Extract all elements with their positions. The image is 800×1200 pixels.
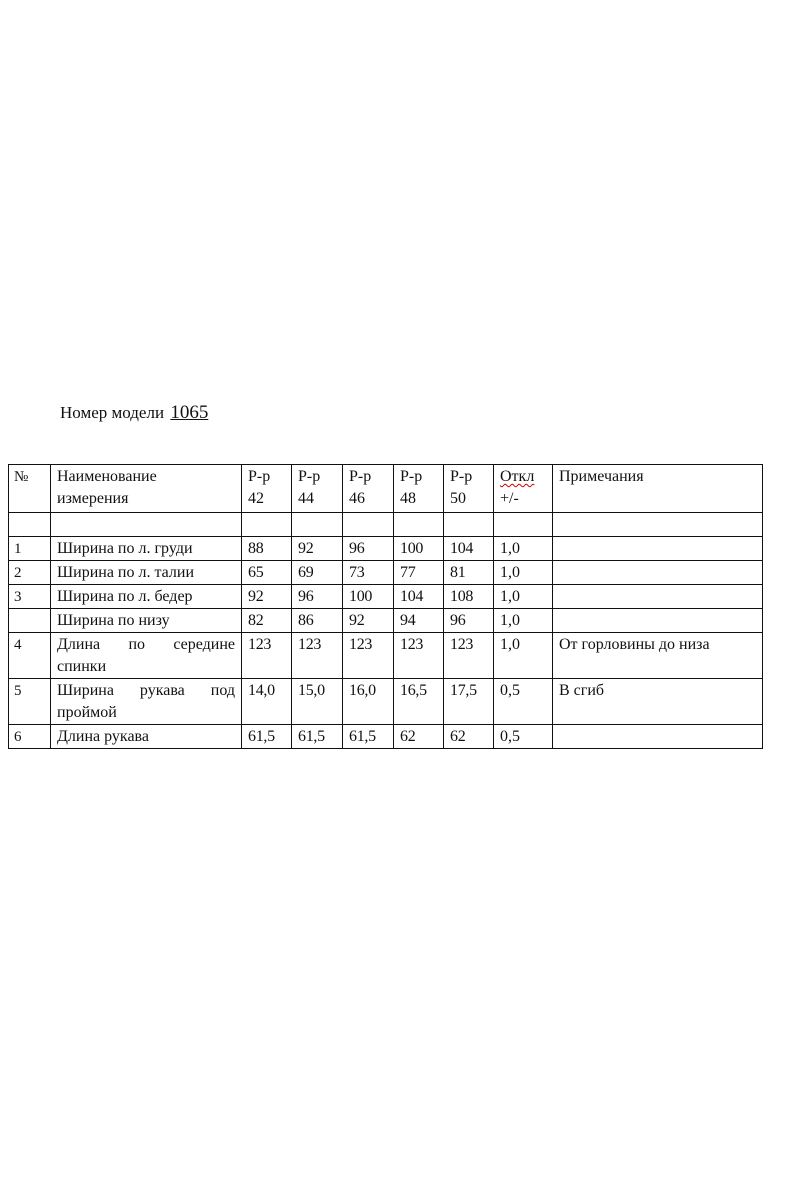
row-tolerance: 0,5 [494, 679, 553, 725]
row-value: 100 [394, 537, 444, 561]
row-note [553, 537, 763, 561]
row-name-line2: спинки [57, 658, 107, 675]
row-name: Ширина по л. груди [51, 537, 242, 561]
row-name-line1: Длина по середине [57, 636, 235, 653]
size-prefix: Р-р [248, 468, 271, 485]
row-number [9, 609, 51, 633]
row-value: 16,5 [394, 679, 444, 725]
col-header-tolerance-line1: Откл [500, 468, 535, 485]
row-value: 96 [444, 609, 494, 633]
row-value: 108 [444, 585, 494, 609]
table-row [9, 633, 763, 679]
table-row [9, 561, 763, 585]
size-value: 42 [248, 490, 264, 507]
row-name [51, 679, 242, 725]
empty-cell [343, 513, 394, 537]
row-name: Длина рукава [51, 725, 242, 749]
row-note: В сгиб [553, 679, 763, 725]
row-value: 123 [242, 633, 292, 679]
row-value: 69 [292, 561, 343, 585]
row-value: 104 [394, 585, 444, 609]
empty-cell [51, 513, 242, 537]
row-tolerance: 1,0 [494, 609, 553, 633]
row-tolerance: 1,0 [494, 561, 553, 585]
row-value: 104 [444, 537, 494, 561]
row-value: 62 [444, 725, 494, 749]
col-header-tolerance-line2: +/- [500, 490, 519, 507]
col-header-name-line2: измерения [57, 490, 129, 507]
row-name: Ширина по л. бедер [51, 585, 242, 609]
header-row [9, 465, 763, 513]
row-value: 73 [343, 561, 394, 585]
size-value: 48 [400, 490, 416, 507]
col-header-notes: Примечания [553, 465, 763, 513]
row-value: 96 [292, 585, 343, 609]
row-number: 5 [9, 679, 51, 725]
row-value: 92 [343, 609, 394, 633]
col-header-name [51, 465, 242, 513]
size-prefix: Р-р [450, 468, 473, 485]
col-header-size-46 [343, 465, 394, 513]
row-name: Ширина по низу [51, 609, 242, 633]
row-value: 62 [394, 725, 444, 749]
row-value: 61,5 [242, 725, 292, 749]
row-value: 61,5 [292, 725, 343, 749]
col-header-size-50 [444, 465, 494, 513]
row-value: 16,0 [343, 679, 394, 725]
col-header-size-48 [394, 465, 444, 513]
row-value: 100 [343, 585, 394, 609]
size-prefix: Р-р [298, 468, 321, 485]
row-number: 4 [9, 633, 51, 679]
row-note [553, 585, 763, 609]
row-note: От горловины до низа [553, 633, 763, 679]
table-row [9, 725, 763, 749]
size-value: 50 [450, 490, 466, 507]
row-value: 61,5 [343, 725, 394, 749]
col-header-no: № [9, 465, 51, 513]
row-value: 123 [394, 633, 444, 679]
row-name [51, 633, 242, 679]
row-value: 65 [242, 561, 292, 585]
row-value: 123 [343, 633, 394, 679]
model-label: Номер модели [60, 403, 165, 422]
table-row [9, 609, 763, 633]
row-note [553, 609, 763, 633]
row-value: 92 [242, 585, 292, 609]
col-header-size-42 [242, 465, 292, 513]
empty-cell [394, 513, 444, 537]
row-value: 88 [242, 537, 292, 561]
row-tolerance: 1,0 [494, 585, 553, 609]
row-value: 15,0 [292, 679, 343, 725]
table-row [9, 585, 763, 609]
empty-cell [292, 513, 343, 537]
row-value: 14,0 [242, 679, 292, 725]
row-value: 82 [242, 609, 292, 633]
row-number: 2 [9, 561, 51, 585]
model-number: 1065 [170, 402, 209, 423]
size-value: 44 [298, 490, 314, 507]
empty-cell [242, 513, 292, 537]
row-value: 94 [394, 609, 444, 633]
row-value: 77 [394, 561, 444, 585]
row-name-line2: проймой [57, 704, 117, 721]
row-tolerance: 1,0 [494, 537, 553, 561]
row-value: 92 [292, 537, 343, 561]
row-tolerance: 1,0 [494, 633, 553, 679]
row-name-line1: Ширина рукава под [57, 682, 235, 699]
size-prefix: Р-р [349, 468, 372, 485]
empty-cell [444, 513, 494, 537]
row-value: 86 [292, 609, 343, 633]
row-note [553, 725, 763, 749]
row-value: 17,5 [444, 679, 494, 725]
empty-row [9, 513, 763, 537]
size-value: 46 [349, 490, 365, 507]
empty-cell [553, 513, 763, 537]
empty-cell [9, 513, 51, 537]
row-value: 81 [444, 561, 494, 585]
size-prefix: Р-р [400, 468, 423, 485]
col-header-size-44 [292, 465, 343, 513]
row-number: 6 [9, 725, 51, 749]
model-line [60, 402, 208, 424]
row-value: 123 [292, 633, 343, 679]
col-header-name-line1: Наименование [57, 468, 157, 485]
row-tolerance: 0,5 [494, 725, 553, 749]
row-name: Ширина по л. талии [51, 561, 242, 585]
empty-cell [494, 513, 553, 537]
table-row [9, 679, 763, 725]
row-number: 3 [9, 585, 51, 609]
table-row [9, 537, 763, 561]
measurement-table [8, 464, 763, 749]
row-note [553, 561, 763, 585]
row-number: 1 [9, 537, 51, 561]
row-value: 123 [444, 633, 494, 679]
col-header-tolerance [494, 465, 553, 513]
row-value: 96 [343, 537, 394, 561]
